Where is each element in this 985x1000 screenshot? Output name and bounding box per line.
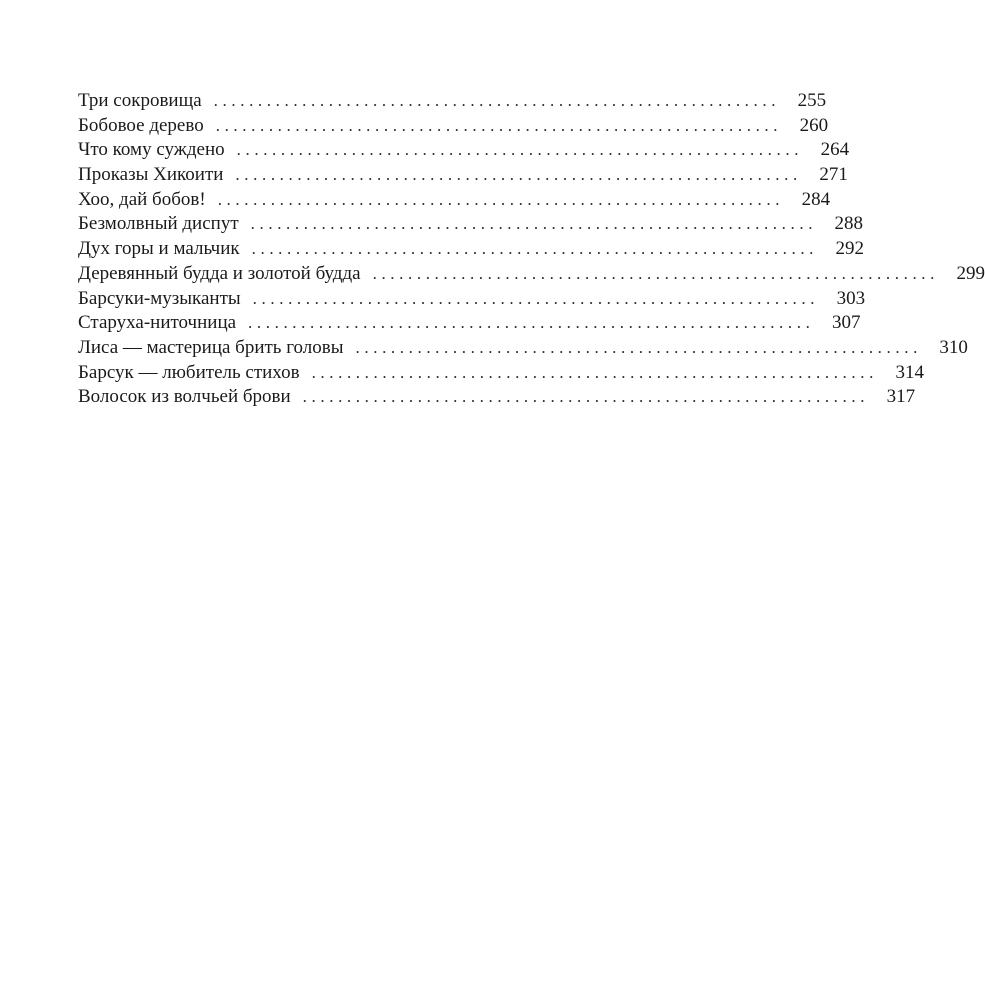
toc-entry[interactable] (78, 287, 866, 312)
toc-entry[interactable] (78, 89, 827, 114)
dot-leader: ................................................................ (217, 189, 785, 209)
toc-entry-page: 271 (819, 164, 848, 186)
toc-entry-title: Барсук — любитель стихов (78, 361, 300, 383)
toc-entry-title: Бобовое дерево (78, 114, 204, 136)
dot-leader: ................................................................ (250, 214, 818, 234)
toc-entry-page: 307 (831, 312, 861, 334)
toc-entry-title: Хоо, дай бобов! (78, 188, 206, 210)
toc-entry-page: 292 (835, 238, 865, 260)
toc-entry[interactable] (78, 237, 865, 262)
toc-entry-page: 284 (801, 188, 831, 210)
toc-entry-page: 303 (836, 287, 866, 309)
toc-entry[interactable] (78, 336, 968, 361)
toc-entry-page: 264 (820, 139, 850, 161)
dot-leader: ................................................................ (372, 263, 939, 283)
toc-entry[interactable] (78, 212, 864, 237)
toc-entry-page: 260 (799, 114, 829, 136)
dot-leader: ................................................................ (236, 140, 804, 160)
dot-leader: ................................................................ (252, 288, 820, 308)
toc-entry-page: 314 (895, 361, 924, 383)
toc-entry-title: Безмолвный диспут (78, 213, 239, 235)
dot-leader: ................................................................ (302, 387, 870, 407)
toc-entry-title: Старуха-ниточница (78, 312, 237, 334)
dot-leader: ................................................................ (215, 115, 783, 135)
toc-entry-page: 299 (956, 262, 985, 284)
toc-entry-page: 288 (834, 213, 864, 235)
toc-entry-title: Дух горы и мальчик (78, 238, 240, 260)
toc-entry[interactable] (78, 262, 985, 287)
toc-entry[interactable] (78, 188, 831, 213)
toc-entry-title: Проказы Хикоити (78, 164, 224, 186)
toc-entry-page: 317 (886, 386, 916, 408)
toc-entry-title: Лиса — мастерица брить головы (78, 336, 344, 358)
toc-entry-page: 310 (939, 336, 968, 358)
toc-entry[interactable] (78, 163, 848, 188)
toc-entry[interactable] (78, 361, 924, 386)
toc-entry-title: Три сокровища (78, 90, 202, 111)
toc-entry-title: Волосок из волчьей брови (78, 386, 291, 408)
toc-entry-title: Что кому суждено (78, 139, 225, 161)
dot-leader: ................................................................ (311, 362, 878, 382)
toc-entry[interactable] (78, 114, 829, 139)
dot-leader: ................................................................ (235, 165, 802, 185)
table-of-contents (78, 89, 985, 410)
toc-entry[interactable] (78, 385, 916, 410)
toc-entry-page: 255 (797, 90, 827, 111)
toc-entry[interactable] (78, 311, 861, 336)
toc-entry[interactable] (78, 138, 850, 163)
toc-entry-title: Деревянный будда и золотой будда (78, 262, 361, 284)
dot-leader: ................................................................ (355, 337, 922, 357)
toc-entry-title: Барсуки-музыканты (78, 287, 241, 309)
dot-leader: ................................................................ (213, 91, 781, 110)
dot-leader: ................................................................ (248, 313, 815, 333)
dot-leader: ................................................................ (251, 239, 819, 259)
